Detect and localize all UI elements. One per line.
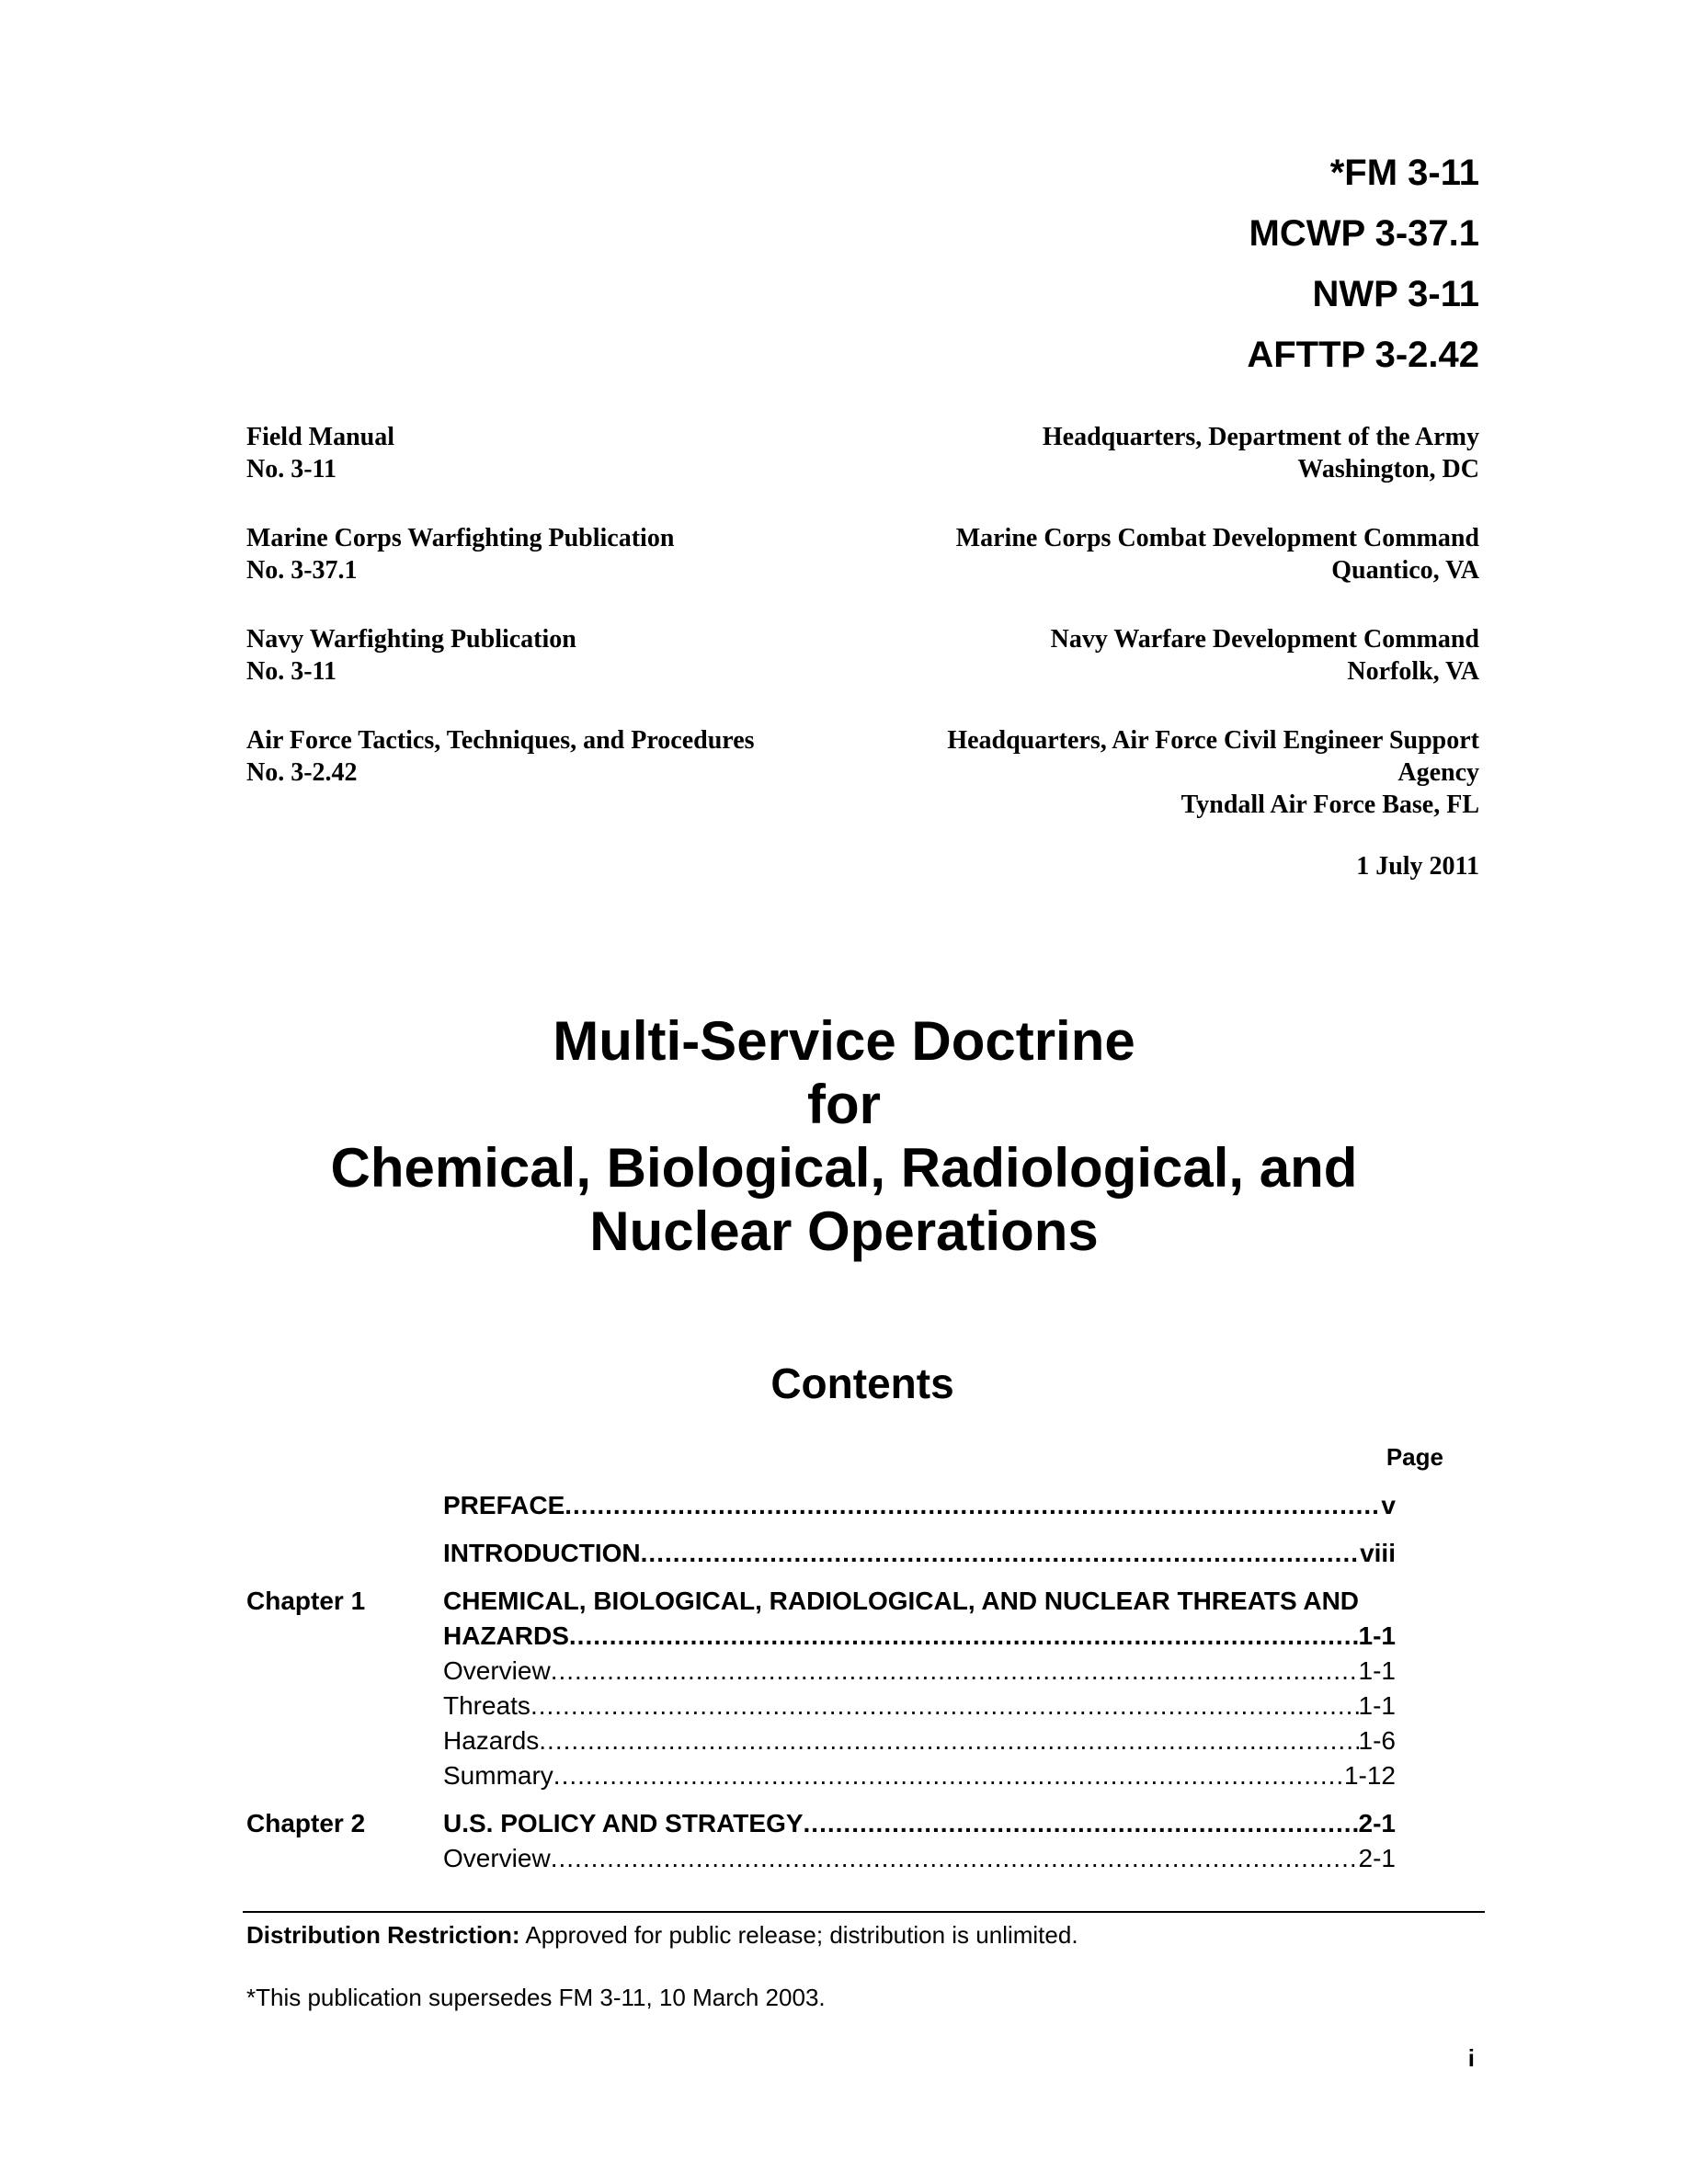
publication-number-nwp: NWP 3-11 [1312,274,1479,314]
publication-number-fm: *FM 3-11 [1329,153,1479,193]
toc-section-label: Overview [443,1656,551,1685]
toc-row-preface [246,1488,1443,1523]
issuing-location: Norfolk, VA [1347,657,1479,686]
toc-section-label: Threats [443,1691,530,1720]
publication-number-mcwp: MCWP 3-37.1 [1249,213,1479,254]
toc-entry-page: 2-1 [1358,1809,1396,1837]
toc-entry-page: viii [1360,1539,1396,1567]
designation-left [246,421,394,485]
issuing-location: Quantico, VA [1331,556,1479,585]
designation-row-army [246,421,1479,485]
toc-entry-page: 1-1 [1358,1621,1396,1650]
designation-row-airforce [246,724,1479,821]
toc-section-overview[interactable] [443,1654,1396,1689]
publication-date: 1 July 2011 [1356,852,1479,881]
toc-entry-preface[interactable] [443,1488,1396,1523]
table-of-contents [246,1443,1443,1876]
toc-entry-label: PREFACE [443,1491,565,1519]
toc-row-introduction [246,1536,1443,1571]
toc-leader-dots [553,1758,1344,1793]
toc-chapter-title-line1[interactable]: CHEMICAL, BIOLOGICAL, RADIOLOGICAL, AND NUCLEAR THREATS AND [443,1587,1360,1615]
distribution-label: Distribution Restriction: [246,1921,520,1949]
designation-left [246,724,755,821]
issuing-organization: Headquarters, Department of the Army [1042,423,1479,451]
toc-section-page: 2-1 [1358,1844,1396,1872]
toc-leader-dots [530,1689,1359,1723]
toc-entry-chapter-2[interactable] [443,1806,1396,1841]
designation-type: Marine Corps Warfighting Publication [246,524,675,552]
toc-section-label: Hazards [443,1726,540,1755]
designation-row-marine [246,522,1479,586]
toc-entry-label: HAZARDS [443,1621,569,1650]
toc-leader-dots [551,1654,1359,1689]
toc-row-chapter-1 [246,1584,1443,1793]
issuing-organization: Headquarters, Air Force Civil Engineer Support [947,726,1479,755]
toc-section-summary[interactable] [443,1758,1396,1793]
toc-section-page: 1-1 [1358,1691,1396,1720]
designation-left [246,623,576,688]
toc-leader-dots [804,1806,1359,1841]
issuing-location: Washington, DC [1297,455,1479,483]
issuing-organization-cont: Agency [1397,758,1479,787]
title-line: Chemical, Biological, Radiological, and [330,1137,1358,1199]
publication-number-afttp: AFTTP 3-2.42 [1247,335,1479,375]
designation-type: Field Manual [246,423,395,451]
distribution-restriction [246,1921,1078,1950]
designation-type: Navy Warfighting Publication [246,625,576,654]
toc-entry-page: v [1381,1491,1396,1519]
toc-leader-dots [641,1536,1360,1571]
issuing-location: Tyndall Air Force Base, FL [1180,791,1479,819]
toc-leader-dots [551,1841,1359,1876]
toc-entry-body [443,1806,1443,1876]
designation-number: No. 3-11 [246,455,336,483]
toc-page-column-header: Page [1386,1443,1443,1471]
designation-right [1043,421,1479,485]
designation-number: No. 3-11 [246,657,336,686]
designation-right [956,522,1479,586]
toc-section-hazards[interactable] [443,1723,1396,1758]
designation-left [246,522,674,586]
toc-section-page: 1-12 [1343,1761,1396,1790]
distribution-text: Approved for public release; distribution is unlimited. [519,1921,1078,1949]
page-number: i [1467,2044,1475,2072]
publication-numbers [1247,142,1479,385]
designation-right [947,724,1479,821]
toc-section-overview[interactable] [443,1841,1396,1876]
toc-section-label: Overview [443,1844,551,1872]
toc-chapter-label: Chapter 1 [246,1587,366,1615]
designation-row-navy [246,623,1479,688]
toc-entry-introduction[interactable] [443,1536,1396,1571]
designation-type: Air Force Tactics, Techniques, and Procedures [246,726,755,755]
supersedes-note: *This publication supersedes FM 3-11, 10 March 2003. [246,1984,826,2011]
toc-entry-label: U.S. POLICY AND STRATEGY [443,1809,804,1837]
document-title [0,1009,1688,1263]
title-line: Nuclear Operations [589,1200,1099,1262]
designation-number: No. 3-37.1 [246,556,358,585]
toc-entry-chapter-1[interactable] [443,1619,1396,1654]
contents-heading: Contents [770,1359,954,1407]
toc-section-page: 1-6 [1358,1726,1396,1755]
toc-leader-dots [569,1619,1359,1654]
designation-number: No. 3-2.42 [246,758,358,787]
toc-row-chapter-2 [246,1806,1443,1876]
toc-leader-dots [565,1488,1381,1523]
toc-entry-label: INTRODUCTION [443,1539,641,1567]
designation-blocks [246,421,1479,858]
issuing-organization: Navy Warfare Development Command [1050,625,1479,654]
title-line: for [807,1074,881,1135]
toc-section-threats[interactable] [443,1689,1396,1723]
title-line: Multi-Service Doctrine [553,1010,1135,1072]
toc-section-page: 1-1 [1358,1656,1396,1685]
designation-right [1051,623,1479,688]
toc-entry-body [443,1584,1443,1793]
toc-leader-dots [539,1723,1358,1758]
footer-divider [243,1911,1485,1913]
toc-entry-body [443,1488,1443,1523]
toc-chapter-label: Chapter 2 [246,1809,366,1837]
toc-section-label: Summary [443,1761,553,1790]
issuing-organization: Marine Corps Combat Development Command [955,524,1479,552]
toc-entry-body [443,1536,1443,1571]
